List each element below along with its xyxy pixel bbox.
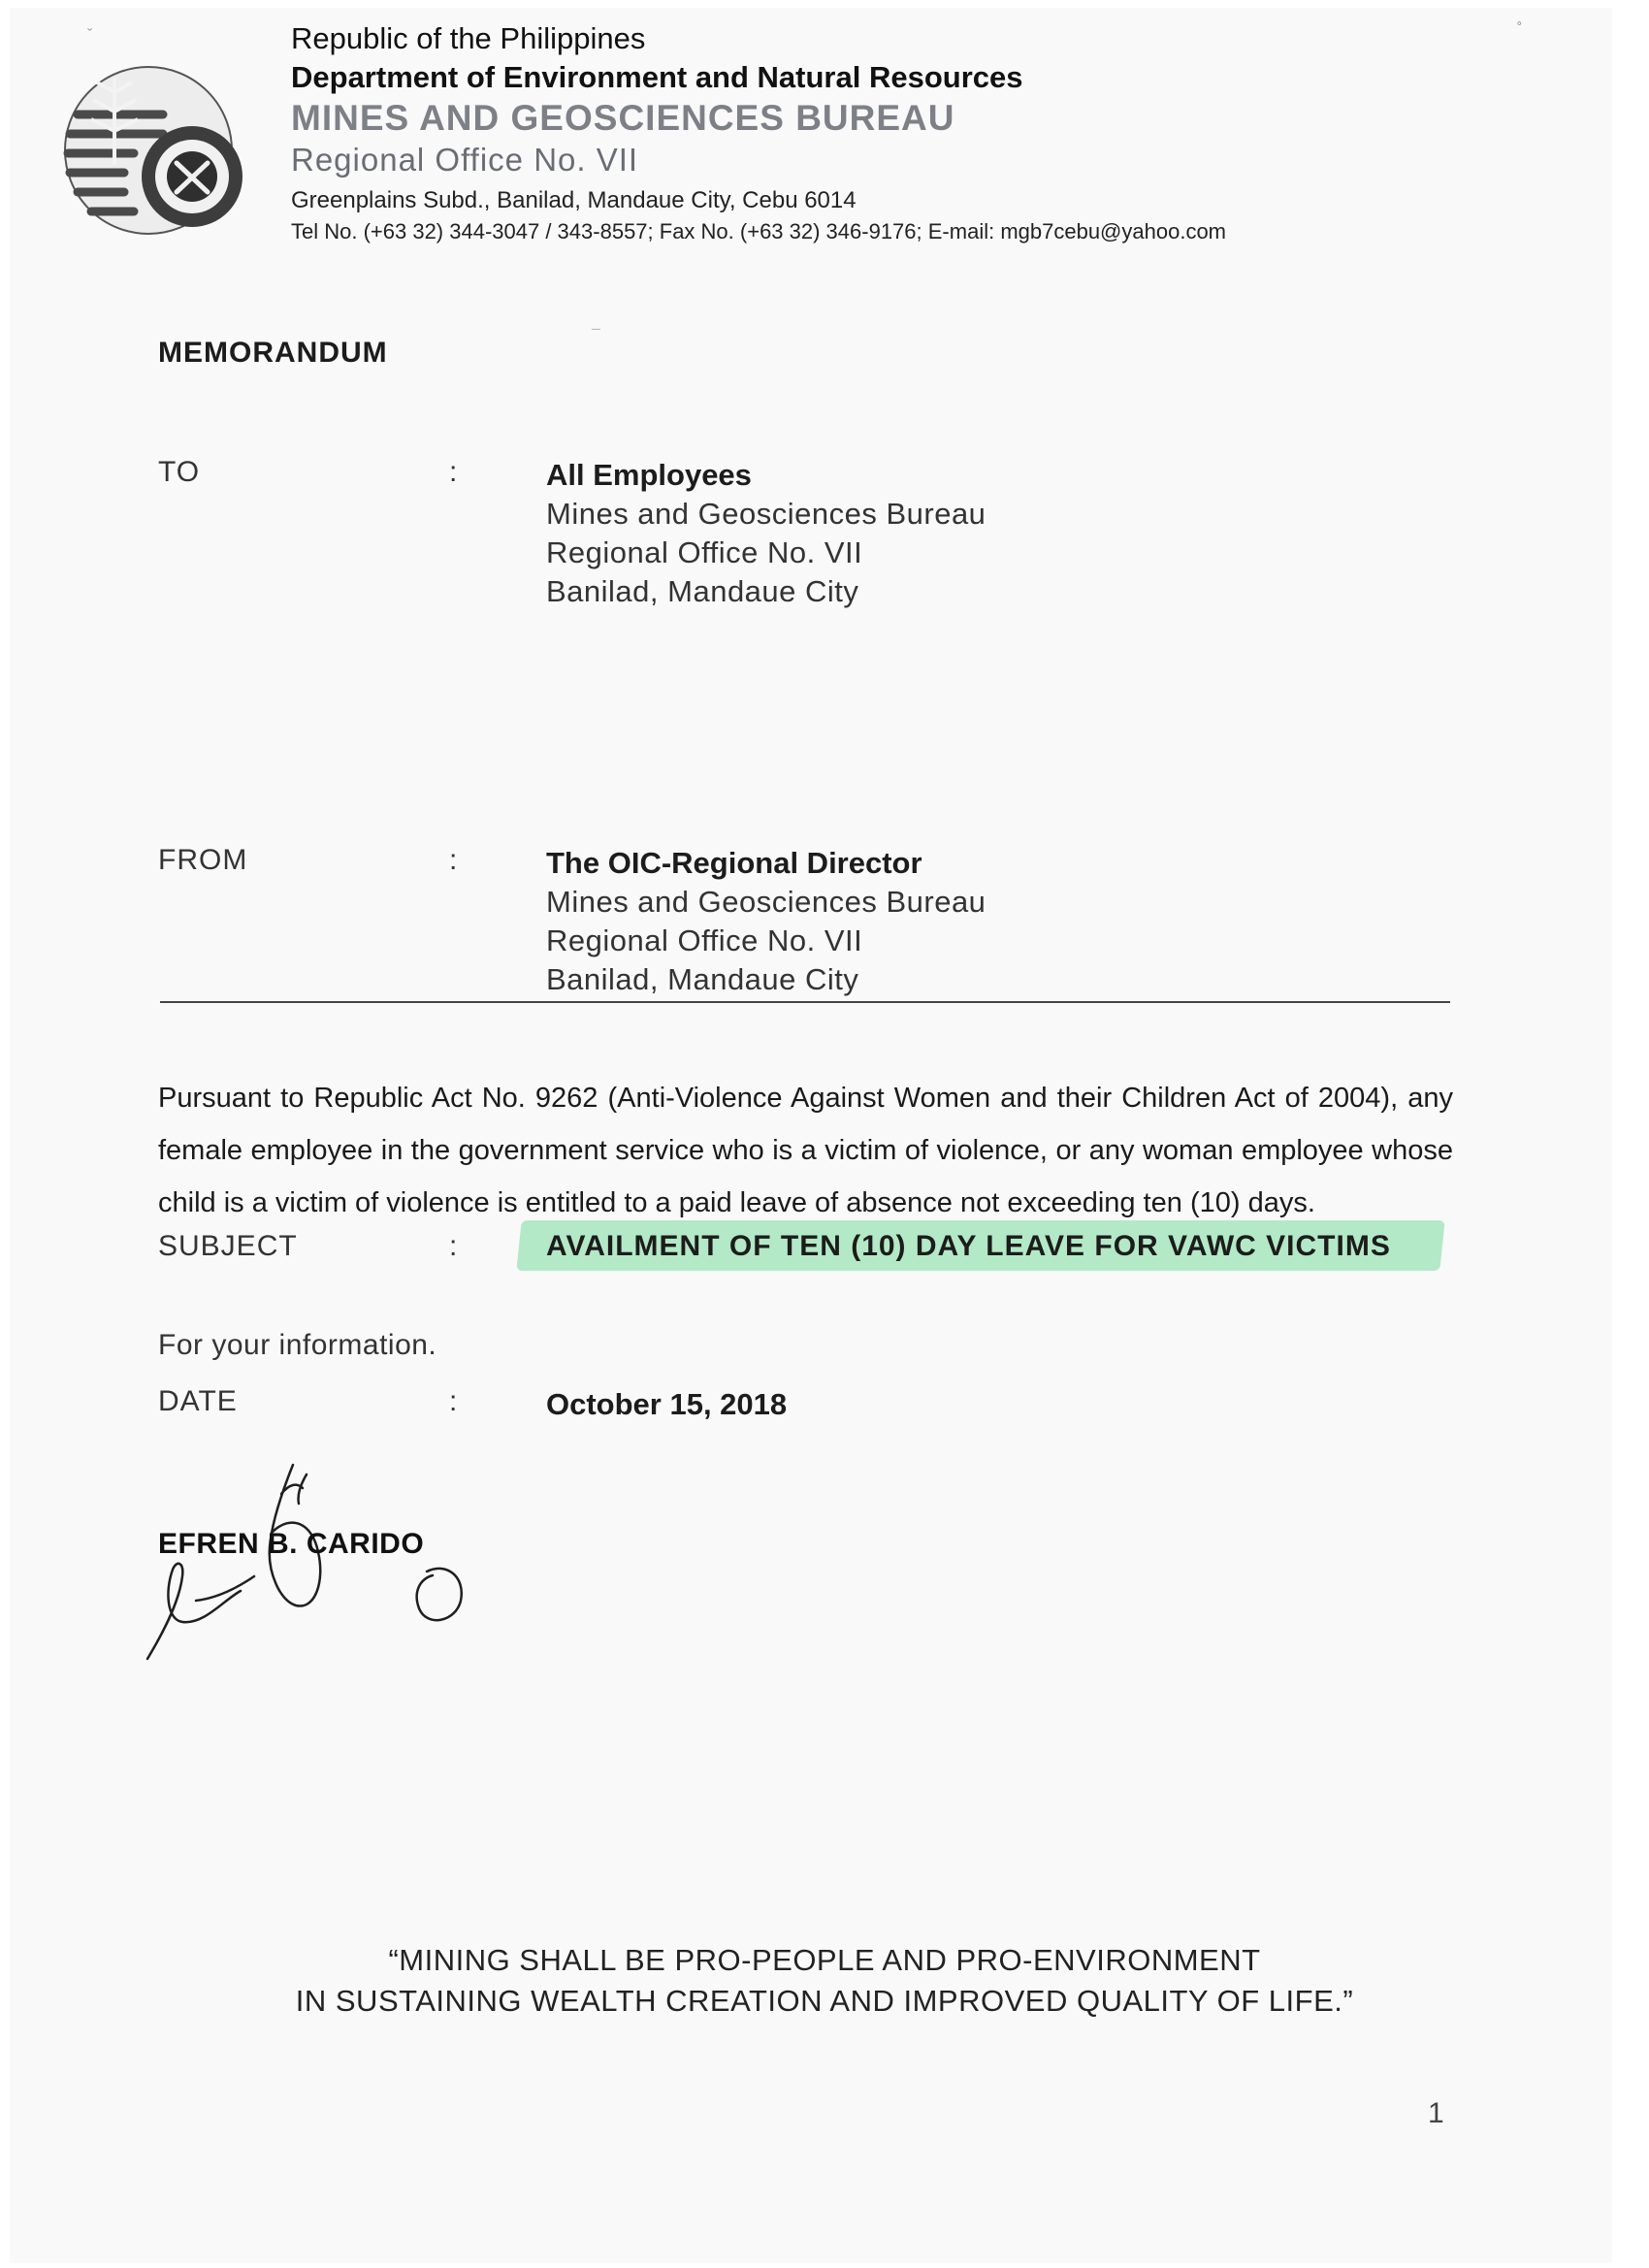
to-value xyxy=(546,456,986,611)
subject-colon: : xyxy=(449,1230,458,1262)
bureau-heading: MINES AND GEOSCIENCES BUREAU xyxy=(291,98,955,138)
from-sender: The OIC-Regional Director xyxy=(546,846,922,880)
date-colon: : xyxy=(449,1385,458,1417)
to-line: Banilad, Mandaue City xyxy=(546,574,859,608)
memo-to-row xyxy=(158,456,1458,650)
subject-value xyxy=(546,1230,1391,1263)
from-label: FROM xyxy=(158,844,248,876)
subject-label: SUBJECT xyxy=(158,1230,298,1262)
mgb-logo-icon xyxy=(56,58,260,238)
closing-line: For your information. xyxy=(158,1329,437,1361)
department-heading: Department of Environment and Natural Resources xyxy=(291,60,1023,94)
office-contact: Tel No. (+63 32) 344-3047 / 343-8557; Fax No. (+63 32) 346-9176; E-mail: mgb7cebu@yahoo.com xyxy=(291,219,1227,243)
memo-subject-row xyxy=(158,1230,1458,1308)
letterhead xyxy=(56,19,1434,247)
from-colon: : xyxy=(449,844,458,876)
handwritten-signature xyxy=(126,1455,514,1707)
subject-text: AVAILMENT OF TEN (10) DAY LEAVE FOR VAWC VICTIMS xyxy=(546,1230,1391,1262)
motto-line: “MINING SHALL BE PRO-PEOPLE AND PRO-ENVIRONMENT xyxy=(388,1943,1261,1977)
republic-heading: Republic of the Philippines xyxy=(291,21,646,55)
motto-line: IN SUSTAINING WEALTH CREATION AND IMPROVED QUALITY OF LIFE.” xyxy=(295,1984,1354,2018)
body-paragraph: Pursuant to Republic Act No. 9262 (Anti-Violence Against Women and their Children Act of 2004), any female employee in the government service who is a victim of violence, or any woman employee whose child is a victim of violence is entitled to a paid leave of absence not exceeding ten (10) days. xyxy=(158,1083,1453,1218)
to-colon: : xyxy=(449,456,458,488)
to-label: TO xyxy=(158,456,201,488)
bureau-motto xyxy=(0,1940,1649,2022)
memo-title: MEMORANDUM xyxy=(158,337,388,369)
scan-speck: ˚ xyxy=(1517,21,1523,38)
date-value xyxy=(546,1385,787,1424)
to-line: Mines and Geosciences Bureau xyxy=(546,497,986,531)
memo-from-row xyxy=(158,844,1458,1038)
from-value xyxy=(546,844,986,999)
letterhead-text xyxy=(291,19,1226,246)
page-number: 1 xyxy=(1428,2097,1444,2129)
from-line: Mines and Geosciences Bureau xyxy=(546,885,986,919)
regional-office-heading: Regional Office No. VII xyxy=(291,142,639,178)
from-line: Banilad, Mandaue City xyxy=(546,962,859,996)
scan-speck: ¯ xyxy=(592,328,600,344)
office-address: Greenplains Subd., Banilad, Mandaue City, Cebu 6014 xyxy=(291,187,857,213)
to-recipient: All Employees xyxy=(546,458,752,492)
to-line: Regional Office No. VII xyxy=(546,535,863,569)
memo-date: October 15, 2018 xyxy=(546,1387,788,1421)
memo-date-row xyxy=(158,1385,1458,1463)
from-line: Regional Office No. VII xyxy=(546,923,863,957)
signatory-name: EFREN B. CARIDO xyxy=(158,1528,425,1560)
date-label: DATE xyxy=(158,1385,238,1417)
header-separator xyxy=(160,1001,1450,1003)
scan-speck: ˇ xyxy=(87,27,93,44)
